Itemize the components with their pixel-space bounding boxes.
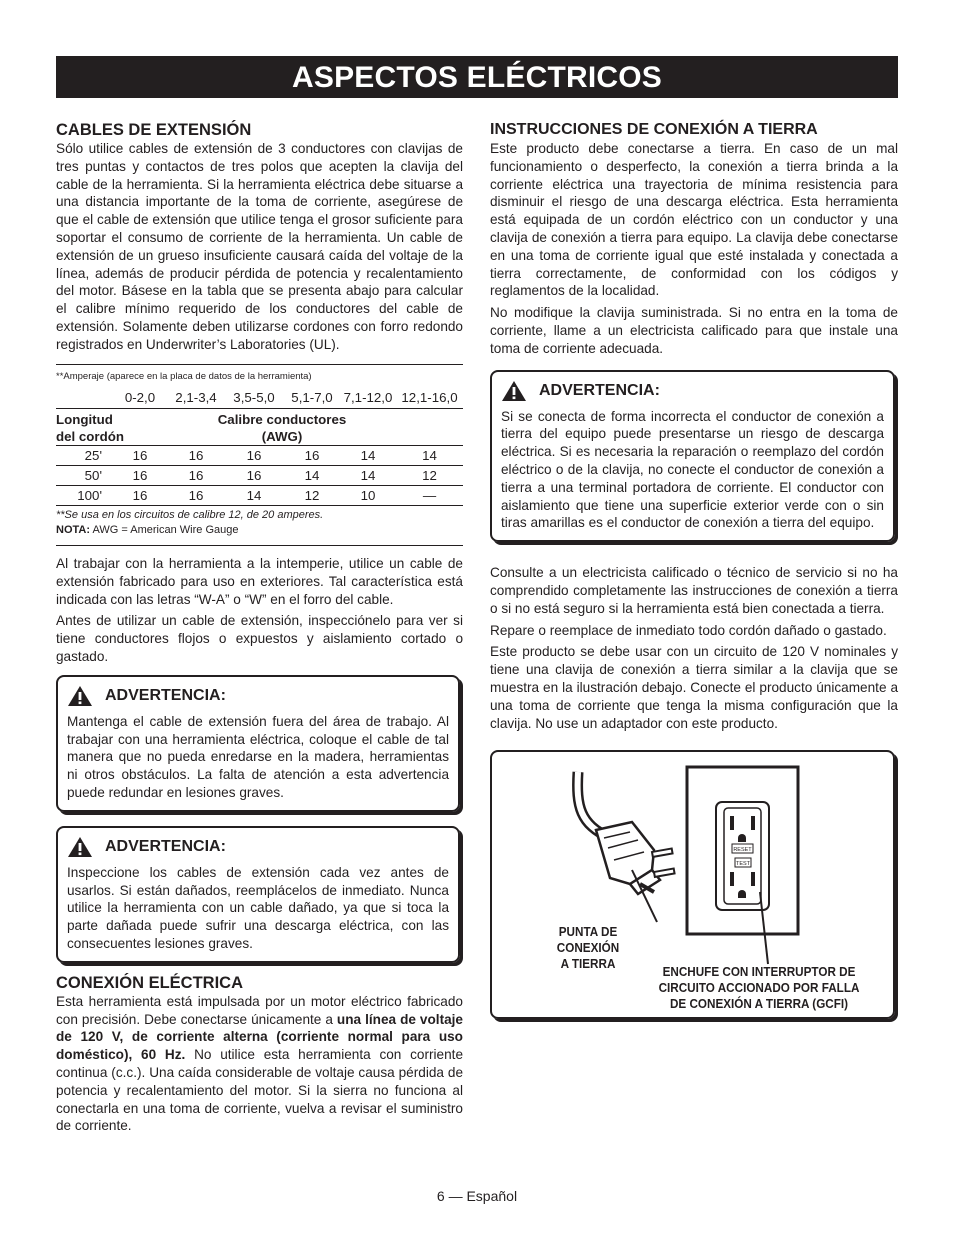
table-footnote: **Se usa en los circuitos de calibre 12, de 20 amperes. — [56, 509, 324, 522]
warning-box-cord-area — [56, 675, 460, 812]
gauge-cell: 12 — [422, 467, 437, 483]
warning-label: ADVERTENCIA: — [105, 686, 226, 704]
gauge-cell: 14 — [304, 467, 320, 483]
amp-range: 0-2,0 — [124, 390, 156, 406]
table-row — [56, 446, 463, 466]
grounding-paragraph-5: Este producto se debe usar con un circuito de 120 V nominales y tiene una clavija de conexión a tierra similar a la clavija que se muestra en la ilustración debajo. Conecte el producto únicamente a una toma de corriente que tenga la misma configuración que la clavija. No use un adaptador con este producto. — [490, 644, 898, 731]
amp-range: 5,1-7,0 — [291, 390, 333, 406]
cord-length: 25' — [84, 447, 102, 463]
left-column — [56, 120, 463, 1135]
length-header-1: Longitud — [56, 412, 113, 428]
reset-button-label: RESET — [733, 847, 752, 854]
gauge-header-2: (AWG) — [261, 429, 303, 445]
warning-triangle-icon — [67, 836, 93, 858]
amp-range: 12,1-16,0 — [401, 390, 458, 406]
table-row — [56, 486, 463, 506]
grounding-paragraph-4: Repare o reemplace de inmediato todo cordón dañado o gastado. — [490, 622, 887, 638]
page-title: ASPECTOS ELÉCTRICOS — [56, 56, 898, 98]
amp-range: 2,1-3,4 — [175, 390, 217, 406]
gauge-cell: 16 — [246, 447, 262, 463]
warning-triangle-icon — [67, 685, 93, 707]
table-header-row — [56, 409, 463, 446]
cord-length: 50' — [84, 467, 102, 483]
gauge-cell: 16 — [304, 447, 320, 463]
gauge-cell: 16 — [188, 487, 204, 503]
extension-heading: CABLES DE EXTENSIÓN — [56, 121, 252, 139]
gauge-header-1: Calibre conductores — [217, 412, 347, 428]
warning-box-grounding — [490, 370, 895, 543]
right-column — [490, 120, 898, 1019]
extension-paragraph-3: Antes de utilizar un cable de extensión, inspecciónelo para ver si tiene conductores flojos o expuestos y aislamiento cortado o gastado. — [56, 613, 463, 665]
warning-text: Si se conecta de forma incorrecta el conductor de conexión a tierra del equipo puede presentarse un riesgo de descarga eléctrica. Si es necesaria la reparación o reemplazo del cordón eléctrico o de la clavija, no conecte el conductor de conexión a tierra a una terminal portadora de corriente. El conductor con aislamiento que tiene una superficie exterior verde con o sin tiras amarillas es el conductor de conexión a tierra del equipo. — [501, 408, 884, 531]
gauge-cell: 16 — [188, 447, 204, 463]
length-header-2: del cordón — [56, 429, 124, 445]
warning-triangle-icon — [501, 380, 527, 402]
gauge-cell: 16 — [132, 487, 148, 503]
warning-label: ADVERTENCIA: — [539, 381, 660, 399]
grounding-paragraph-3: Consulte a un electricista calificado o técnico de servicio si no ha comprendido completamente las instrucciones de conexión a tierra o si no está seguro si la herramienta está bien conectada a tierra. — [490, 565, 898, 616]
grounding-paragraph-1: Este producto debe conectarse a tierra. En caso de un mal funcionamiento o desperfecto, la conexión a tierra brinda a la corriente eléctrica una trayectoria de mínima resistencia para disminuir el riesgo de una descarga eléctrica. Esta herramienta está equipada de un cordón eléctrico con un conductor y una clavija de conexión a tierra para equipo. La clavija debe conectarse en una toma de corriente igual que esté instalada y conectada a tierra correctamente, de conformidad con los códigos y reglamentos de la localidad. — [490, 141, 898, 299]
extension-paragraph-1: Sólo utilice cables de extensión de 3 conductores con clavijas de tres puntas y contactos de tres polos que acepten la clavija del cable de la herramienta. Si la herramienta eléctrica debe situarse a una distancia importante de la toma de corriente, asegúrese de que el cable de extensión que utilice tenga el grosor suficiente para soportar el consumo de corriente de la herramienta. Un cable de extensión de un grueso insuficiente causará caída del voltaje de la línea, además de producir pérdida de potencia y recalentamiento del motor. Básese en la tabla que se presenta abajo para calcular el calibre mínimo requerido de los conductores del cable de extensión. Solamente deben utilizarse cordones con forro redondo registrados en Underwriter’s Laboratories (UL). — [56, 141, 463, 352]
cord-length: 100' — [77, 487, 102, 503]
page-number: 6 — Español — [436, 1188, 518, 1204]
test-button-label: TEST — [735, 861, 751, 868]
gfci-outlet-label: ENCHUFE CON INTERRUPTOR DE CIRCUITO ACCIONADO POR FALLA DE CONEXIÓN A TIERRA (GCFI) — [658, 964, 860, 1012]
gauge-cell: 10 — [360, 487, 376, 503]
grounding-heading: INSTRUCCIONES DE CONEXIÓN A TIERRA — [490, 121, 818, 138]
amperage-note: **Amperaje (aparece en la placa de datos de la herramienta) — [56, 370, 312, 382]
table-row — [56, 466, 463, 486]
warning-box-inspect-cord — [56, 826, 460, 963]
plug-outlet-diagram — [490, 750, 895, 1019]
amp-range-row — [56, 389, 463, 409]
gauge-cell: 14 — [360, 447, 376, 463]
extension-paragraph-2: Al trabajar con la herramienta a la intemperie, utilice un cable de extensión fabricado para uso en exteriores. Tal característica está indicada con las letras “W-A” o “W” en el forro del cable. — [56, 556, 463, 607]
gauge-cell: 14 — [246, 487, 262, 503]
warning-label: ADVERTENCIA: — [105, 837, 226, 855]
table-note: NOTA: AWG = American Wire Gauge — [56, 524, 239, 537]
gauge-cell: 16 — [132, 447, 148, 463]
grounding-paragraph-2: No modifique la clavija suministrada. Si no entra en la toma de corriente, llame a un electricista calificado para que instale una toma de corriente adecuada. — [490, 305, 898, 356]
warning-text: Inspeccione los cables de extensión cada vez antes de usarlos. Si están dañados, reemplácelos de inmediato. Nunca utilice la herramienta con un cable dañado, ya que si toca la parte dañada puede sufrir una descarga eléctrica, con las consecuentes lesiones graves. — [67, 864, 449, 952]
gauge-cell: 16 — [132, 467, 148, 483]
gauge-cell: 14 — [422, 447, 437, 463]
amp-range: 3,5-5,0 — [233, 390, 275, 406]
gauge-cell: 14 — [360, 467, 376, 483]
warning-text: Mantenga el cable de extensión fuera del área de trabajo. Al trabajar con una herramienta eléctrica, coloque el cable de tal manera que no pueda enredarse en la madera, herramientas ni otros obstáculos. La falta de atención a esta advertencia puede redundar en lesiones graves. — [67, 713, 449, 801]
extension-table — [56, 364, 463, 547]
connection-heading: CONEXIÓN ELÉCTRICA — [56, 973, 244, 992]
gauge-cell: 16 — [246, 467, 262, 483]
gauge-cell: 12 — [304, 487, 320, 503]
gauge-cell: — — [422, 487, 437, 503]
gauge-cell: 16 — [188, 467, 204, 483]
awg-table — [56, 389, 463, 507]
amp-range: 7,1-12,0 — [343, 390, 393, 406]
ground-pin-label: PUNTA DE CONEXIÓN A TIERRA — [556, 924, 620, 972]
grounded-plug-icon — [596, 822, 675, 894]
connection-paragraph: Esta herramienta está impulsada por un motor eléctrico fabricado con precisión. Debe conectarse únicamente a una línea de voltaje de 120 V, de corriente alterna (corriente normal para uso doméstico), 60 Hz. No utilice esta herramienta con corriente continua (c.c.). Una caída considerable de voltaje causa pérdida de potencia y recalentamiento del motor. Si la sierra no funciona al conectarla en una toma de corriente, vuelva a revisar el suministro de corriente. — [56, 993, 463, 1134]
